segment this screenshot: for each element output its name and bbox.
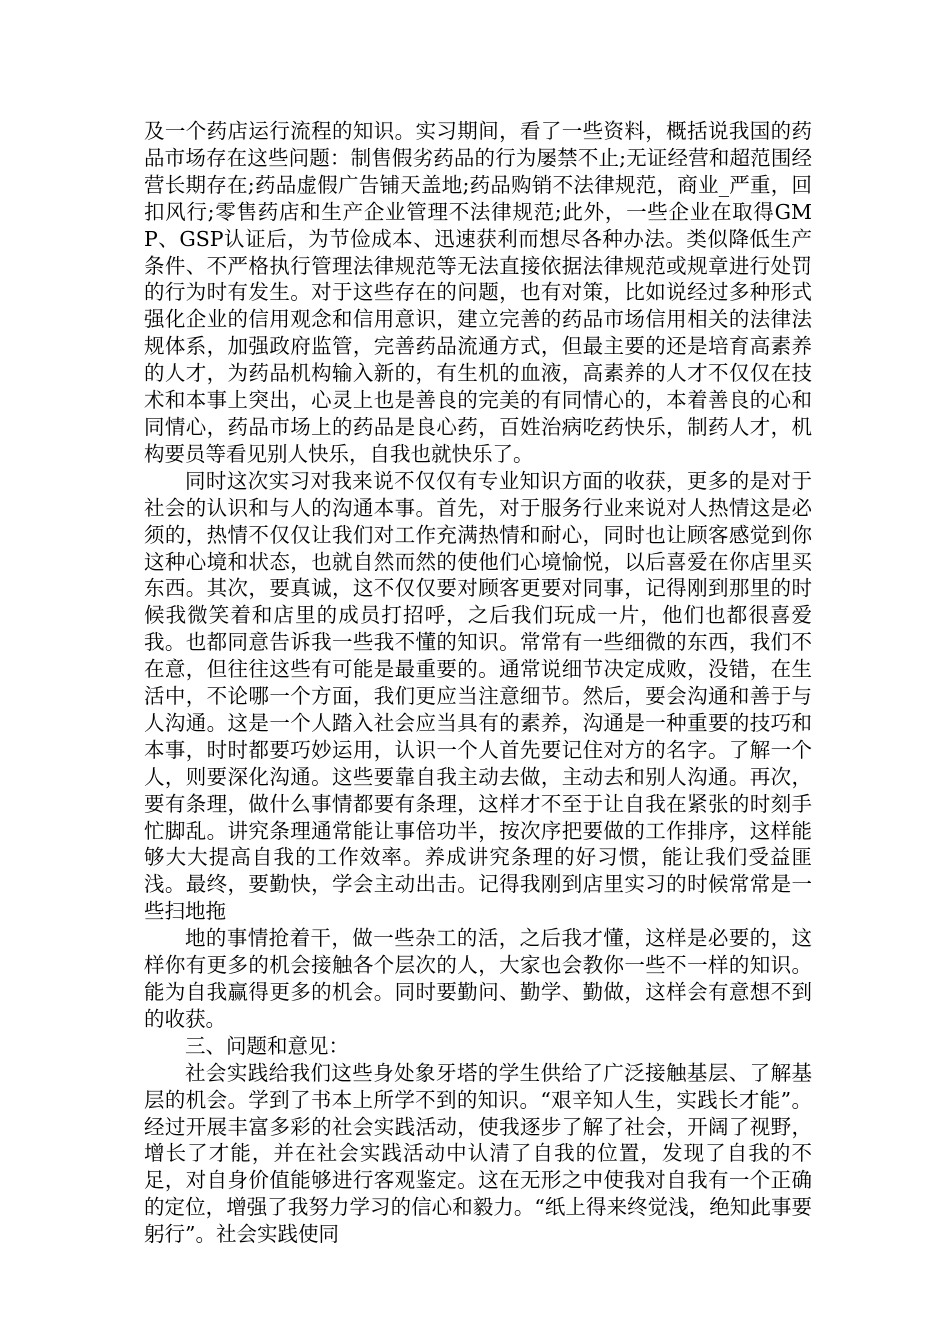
paragraph-chores: 地的事情抢着干，做一些杂工的活，之后我才懂，这样是必要的，这样你有更多的机会接触各个层次的人，大家也会教你一些不一样的知识。能为自我赢得更多的机会。同时要勤问、勤学、勤做，这样会有意想不到的收获。 bbox=[144, 926, 812, 1031]
paragraph-social-practice: 社会实践给我们这些身处象牙塔的学生供给了广泛接触基层、了解基层的机会。学到了书本上所学不到的知识。“艰辛知人生，实践长才能”。经过开展丰富多彩的社会实践活动，使我逐步了解了社会，开阔了视野，增长了才能，并在社会实践活动中认清了自我的位置，发现了自我的不足，对自身价值能够进行客观鉴定。这在无形之中使我对自我有一个正确的定位，增强了我努力学习的信心和毅力。“纸上得来终觉浅，绝知此事要躬行”。社会实践使同 bbox=[144, 1060, 812, 1247]
paragraph-pharmacy-market: 及一个药店运行流程的知识。实习期间，看了一些资料，概括说我国的药品市场存在这些问题：制售假劣药品的行为屡禁不止;无证经营和超范围经营长期存在;药品虚假广告铺天盖地;药品购销不法律规范，商业_严重，回扣风行;零售药店和生产企业管理不法律规范;此外，一些企业在取得GMP、GSP认证后，为节俭成本、迅速获利而想尽各种办法。类似降低生产条件、不严格执行管理法律规范等无法直接依据法律规范或规章进行处罚的行为时有发生。对于这些存在的问题，也有对策，比如说经过多种形式强化企业的信用观念和信用意识，建立完善的药品市场信用相关的法律法规体系，加强政府监管，完善药品流通方式，但最主要的还是培育高素养的人才，为药品机构输入新的，有生机的血液，高素养的人才不仅仅在技术和本事上突出，心灵上也是善良的完美的有同情心的，本着善良的心和同情心，药品市场上的药品是良心药，百姓治病吃药快乐，制药人才，机构要员等看见别人快乐，自我也就快乐了。 bbox=[144, 119, 812, 466]
section-heading-problems: 三、问题和意见： bbox=[185, 1033, 349, 1058]
paragraph-internship-gains: 同时这次实习对我来说不仅仅有专业知识方面的收获，更多的是对于社会的认识和与人的沟通本事。首先，对于服务行业来说对人热情这是必须的，热情不仅仅让我们对工作充满热情和耐心，同时也让顾客感觉到你这种心境和状态，也就自然而然的使他们心境愉悦，以后喜爱在你店里买东西。其次，要真诚，这不仅仅要对顾客更要对同事，记得刚到那里的时候我微笑着和店里的成员打招呼，之后我们玩成一片，他们也都很喜爱我。也都同意告诉我一些我不懂的知识。常常有一些细微的东西，我们不在意，但往往这些有可能是最重要的。通常说细节决定成败，没错，在生活中，不论哪一个方面，我们更应当注意细节。然后，要会沟通和善于与人沟通。这是一个人踏入社会应当具有的素养，沟通是一种重要的技巧和本事，时时都要巧妙运用，认识一个人首先要记住对方的名字。了解一个人，则要深化沟通。这些要靠自我主动去做，主动去和别人沟通。再次，要有条理，做什么事情都要有条理，这样才不至于让自我在紧张的时刻手忙脚乱。讲究条理通常能让事倍功半，按次序把要做的工作排序，这样能够大大提高自我的工作效率。养成讲究条理的好习惯，能让我们受益匪浅。最终，要勤快，学会主动出击。记得我刚到店里实习的时候常常是一些扫地拖 bbox=[144, 468, 812, 924]
document-page bbox=[144, 118, 812, 1248]
